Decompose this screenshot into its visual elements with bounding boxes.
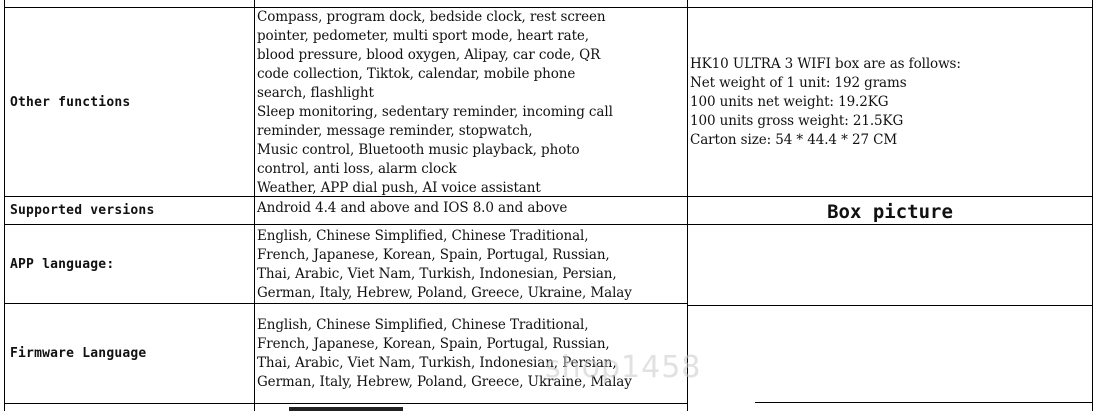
table-border-right — [1092, 0, 1093, 411]
watermark: shop1458 — [545, 350, 702, 385]
box-picture-heading: Box picture — [827, 201, 953, 223]
label-other-functions: Other functions — [10, 94, 131, 110]
label-supported-versions: Supported versions — [10, 203, 155, 218]
label-firmware-language: Firmware Language — [10, 346, 147, 361]
value-firmware-language: English, Chinese Simplified, Chinese Traditional, French, Japanese, Korean, Spain, Portugal, Russian, Thai, Arabic, Viet Nam, Turkish, Indonesian, Persian, German, Italy, Hebrew, Poland, Greece, Ukraine, Malay — [257, 317, 632, 390]
value-app-language: English, Chinese Simplified, Chinese Traditional, French, Japanese, Korean, Spain, Portugal, Russian, Thai, Arabic, Viet Nam, Turkish, Indonesian, Persian, German, Italy, Hebrew, Poland, Greece, Ukraine, Malay — [257, 228, 632, 301]
value-supported-versions: Android 4.4 and above and IOS 8.0 and above — [257, 200, 568, 216]
box-info-text: HK10 ULTRA 3 WIFI box are as follows: Net weight of 1 unit: 192 grams 100 units net weight: 19.2KG 100 units gross weight: 21.5KG Carton size: 54 * 44.4 * 27 CM — [690, 56, 961, 148]
row-divider-4-right — [755, 402, 1092, 403]
row-divider-3-right — [688, 305, 1092, 306]
label-app-language: APP language: — [10, 256, 115, 272]
value-other-functions: Compass, program dock, bedside clock, rest screen pointer, pedometer, multi sport mode, heart rate, blood pressure, blood oxygen, Alipay, car code, QR code collection, Tiktok, calendar, mobile phone search, flashlight Sleep monitoring, sedentary reminder, incoming call reminder, message reminder, stopwatch, Music control, Bluetooth music playback, photo control, anti loss, alarm clock Weather, APP dial push, AI voice assistant — [257, 9, 613, 196]
row-divider-4 — [4, 403, 687, 404]
cutoff-next-row-text — [289, 407, 403, 411]
